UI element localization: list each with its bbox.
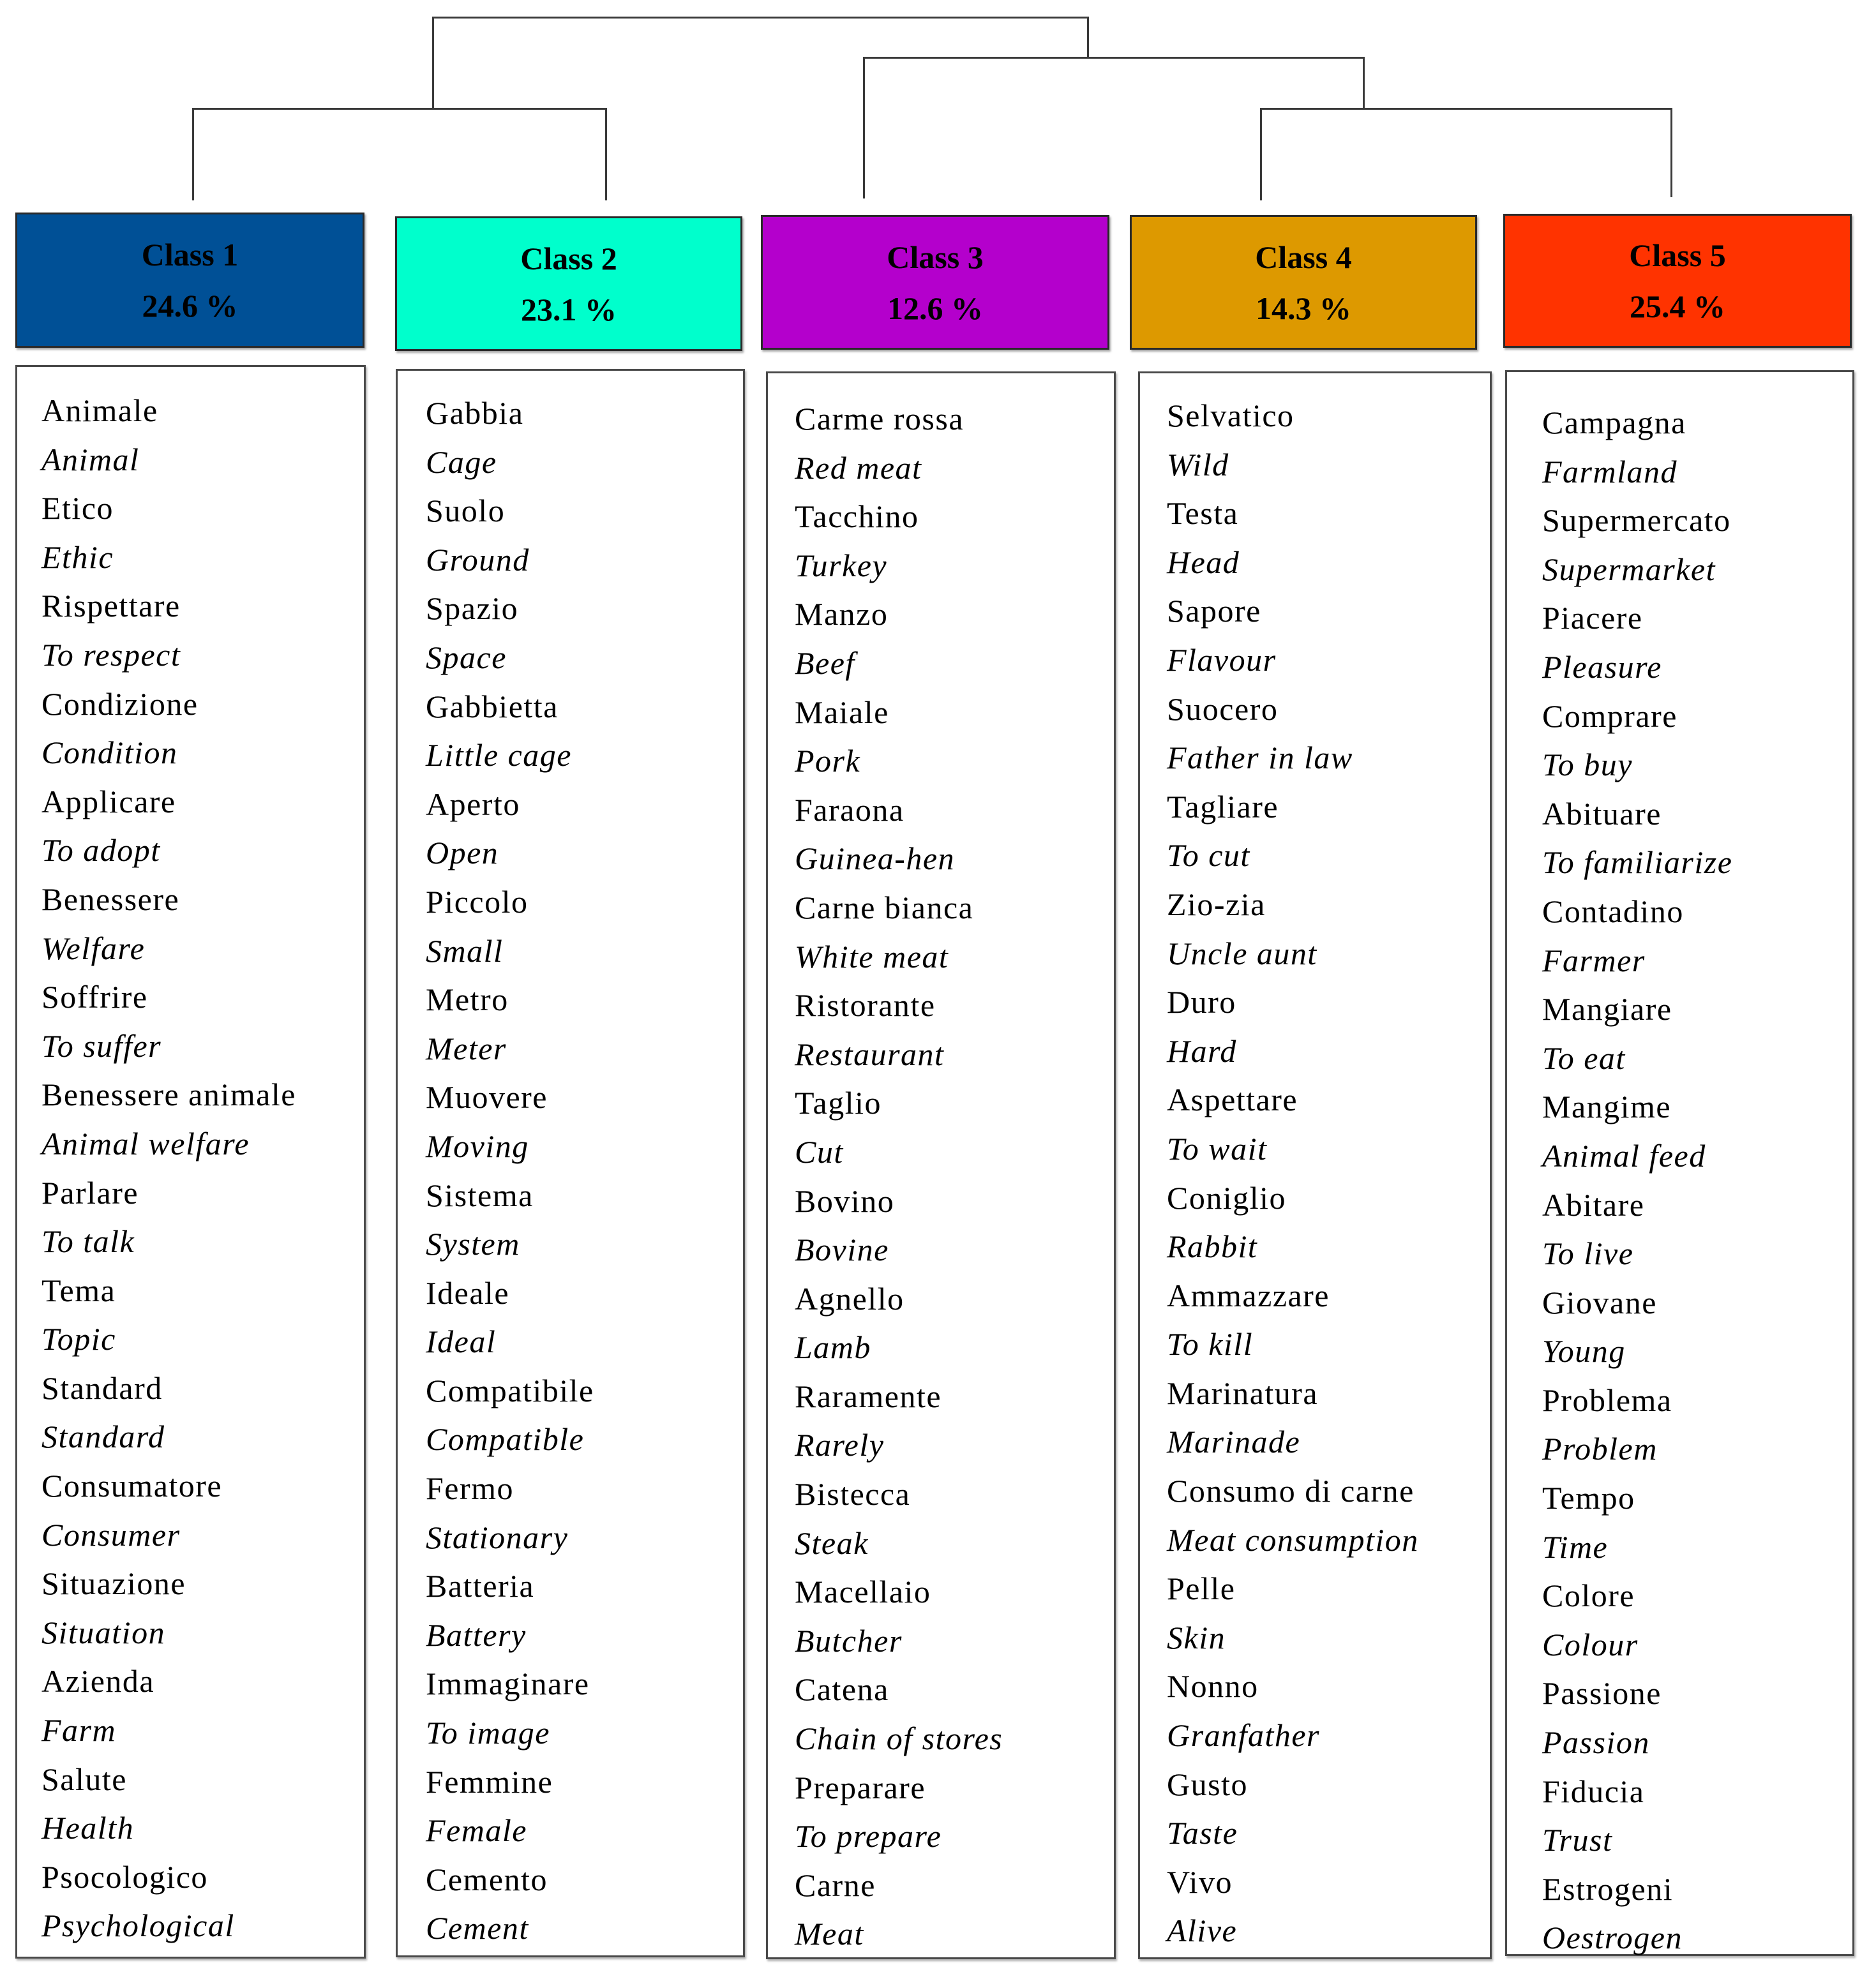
- english-translation: Hard: [1167, 1033, 1237, 1069]
- class-1-words: [17, 386, 364, 1950]
- italian-term: Gusto: [1167, 1766, 1248, 1802]
- dendrogram-class4-drop: [1260, 108, 1262, 200]
- english-translation: Bovine: [795, 1232, 889, 1268]
- english-translation: Animal: [41, 441, 140, 477]
- english-translation: Ethic: [41, 539, 114, 575]
- italian-term: Tagliare: [1167, 788, 1279, 825]
- class-3-title: Class 3: [887, 239, 984, 275]
- italian-term: Fermo: [426, 1470, 514, 1507]
- italian-term: Femmine: [426, 1763, 553, 1800]
- english-translation: Animal welfare: [41, 1125, 250, 1161]
- english-translation: Butcher: [795, 1622, 903, 1659]
- dendrogram-top-right-drop: [1087, 17, 1089, 59]
- english-translation: Father in law: [1167, 740, 1353, 776]
- italian-term: Metro: [426, 982, 509, 1018]
- italian-term: Ristorante: [795, 987, 936, 1024]
- italian-term: Fiducia: [1542, 1773, 1645, 1809]
- italian-term: Etico: [41, 490, 114, 526]
- italian-term: Suolo: [426, 493, 506, 529]
- italian-term: Benessere animale: [41, 1077, 296, 1113]
- dendrogram-class2-drop: [605, 108, 607, 200]
- italian-term: Supermercato: [1542, 502, 1731, 539]
- class-2-header: [395, 216, 742, 351]
- class-3-header: [761, 215, 1109, 350]
- english-translation: Meter: [426, 1030, 507, 1066]
- english-translation: Rarely: [795, 1427, 885, 1463]
- english-translation: Space: [426, 639, 507, 675]
- english-translation: Rabbit: [1167, 1228, 1258, 1265]
- italian-term: Bistecca: [795, 1476, 911, 1512]
- english-translation: Cage: [426, 444, 497, 480]
- english-translation: To familiarize: [1542, 844, 1733, 881]
- class-4-word-list: [1138, 371, 1492, 1959]
- italian-term: Parlare: [41, 1174, 139, 1211]
- class-5-percentage: 25.4 %: [1630, 288, 1725, 324]
- italian-term: Nonno: [1167, 1668, 1259, 1705]
- italian-term: Cemento: [426, 1861, 548, 1897]
- english-translation: To suffer: [41, 1027, 162, 1064]
- italian-term: Sapore: [1167, 593, 1261, 629]
- english-translation: To adopt: [41, 832, 161, 869]
- english-translation: Small: [426, 932, 504, 969]
- italian-term: Mangime: [1542, 1089, 1672, 1125]
- italian-term: Benessere: [41, 881, 180, 917]
- class-4-title: Class 4: [1255, 239, 1352, 275]
- dendrogram-class1-drop: [192, 108, 194, 200]
- italian-term: Estrogeni: [1542, 1871, 1674, 1907]
- italian-term: Applicare: [41, 783, 176, 819]
- dendrogram-class5-drop: [1670, 108, 1672, 197]
- english-translation: Pork: [795, 743, 861, 779]
- dendrogram-class3-45-bar: [863, 57, 1365, 59]
- english-translation: White meat: [795, 938, 949, 975]
- italian-term: Soffrire: [41, 979, 148, 1015]
- class-4-words: [1140, 391, 1490, 1955]
- italian-term: Selvatico: [1167, 398, 1294, 433]
- english-translation: Health: [41, 1810, 135, 1846]
- english-translation: Condition: [41, 735, 178, 771]
- english-translation: Moving: [426, 1128, 529, 1164]
- english-translation: Open: [426, 835, 499, 871]
- italian-term: Zio-zia: [1167, 886, 1266, 922]
- class-2-title: Class 2: [520, 240, 617, 276]
- english-translation: Marinade: [1167, 1424, 1301, 1460]
- italian-term: Ideale: [426, 1274, 510, 1311]
- english-translation: Ideal: [426, 1324, 497, 1360]
- english-translation: To respect: [41, 636, 181, 673]
- italian-term: Pelle: [1167, 1571, 1236, 1607]
- dendrogram-45-drop: [1363, 57, 1365, 109]
- english-translation: Granfather: [1167, 1717, 1320, 1754]
- italian-term: Piacere: [1542, 600, 1643, 636]
- italian-term: Contadino: [1542, 893, 1684, 929]
- italian-term: Catena: [795, 1671, 889, 1708]
- dendrogram-class1-2-bar: [192, 108, 607, 110]
- italian-term: Consumo di carne: [1167, 1473, 1415, 1509]
- english-translation: To talk: [41, 1223, 135, 1260]
- english-translation: Turkey: [795, 547, 888, 583]
- english-translation: Standard: [41, 1419, 165, 1455]
- class-5-header: [1503, 214, 1852, 348]
- italian-term: Consumatore: [41, 1468, 223, 1504]
- english-translation: Head: [1167, 544, 1240, 580]
- english-translation: Guinea-hen: [795, 840, 956, 877]
- english-translation: Taste: [1167, 1815, 1238, 1851]
- english-translation: Meat: [795, 1916, 864, 1952]
- dendrogram-top-bar: [432, 17, 1089, 19]
- class-1-title: Class 1: [141, 237, 239, 273]
- english-translation: Psychological: [41, 1908, 235, 1944]
- english-translation: Flavour: [1167, 641, 1277, 678]
- english-translation: Supermarket: [1542, 551, 1716, 587]
- class-5-word-list: [1505, 370, 1854, 1956]
- italian-term: Immaginare: [426, 1666, 590, 1702]
- italian-term: Abituare: [1542, 795, 1662, 832]
- english-translation: Red meat: [795, 449, 922, 486]
- italian-term: Rispettare: [41, 588, 181, 624]
- italian-term: Situazione: [41, 1565, 186, 1602]
- english-translation: To cut: [1167, 837, 1250, 874]
- italian-term: Faraona: [795, 791, 904, 828]
- italian-term: Giovane: [1542, 1284, 1657, 1320]
- italian-term: Animale: [41, 392, 158, 428]
- italian-term: Macellaio: [795, 1574, 931, 1610]
- english-translation: Alive: [1167, 1913, 1238, 1949]
- italian-term: Sistema: [426, 1177, 534, 1213]
- italian-term: Spazio: [426, 590, 519, 627]
- italian-term: Problema: [1542, 1382, 1672, 1418]
- class-2-percentage: 23.1 %: [521, 291, 617, 327]
- english-translation: System: [426, 1226, 520, 1262]
- english-translation: To wait: [1167, 1130, 1268, 1167]
- english-translation: Colour: [1542, 1626, 1639, 1662]
- class-2-words: [398, 389, 743, 1953]
- english-translation: Compatible: [426, 1421, 585, 1458]
- english-translation: To buy: [1542, 747, 1633, 783]
- class-3-percentage: 12.6 %: [887, 290, 983, 326]
- italian-term: Azienda: [41, 1663, 155, 1699]
- english-translation: Lamb: [795, 1329, 871, 1366]
- english-translation: Situation: [41, 1614, 166, 1650]
- italian-term: Agnello: [795, 1280, 904, 1317]
- english-translation: Battery: [426, 1617, 527, 1653]
- italian-term: Muovere: [426, 1079, 548, 1116]
- italian-term: Tempo: [1542, 1480, 1635, 1516]
- english-translation: Little cage: [426, 737, 572, 773]
- english-translation: Cut: [795, 1133, 844, 1170]
- italian-term: Maiale: [795, 694, 889, 730]
- english-translation: Ground: [426, 541, 530, 578]
- class-4-percentage: 14.3 %: [1256, 290, 1351, 326]
- english-translation: Chain of stores: [795, 1721, 1003, 1757]
- english-translation: Wild: [1167, 446, 1229, 482]
- italian-term: Bovino: [795, 1183, 895, 1219]
- italian-term: Standard: [41, 1370, 163, 1406]
- italian-term: Tacchino: [795, 498, 919, 535]
- english-translation: Farmland: [1542, 453, 1677, 489]
- italian-term: Duro: [1167, 984, 1236, 1020]
- english-translation: Pleasure: [1542, 648, 1662, 685]
- class-1-percentage: 24.6 %: [142, 288, 238, 324]
- italian-term: Marinatura: [1167, 1375, 1319, 1411]
- italian-term: Carne: [795, 1867, 876, 1903]
- english-translation: Cement: [426, 1910, 529, 1946]
- english-translation: Oestrogen: [1542, 1920, 1683, 1956]
- english-translation: To eat: [1542, 1040, 1626, 1076]
- english-translation: Young: [1542, 1333, 1626, 1370]
- italian-term: Preparare: [795, 1769, 926, 1805]
- english-translation: Female: [426, 1812, 527, 1849]
- italian-term: Gabbietta: [426, 688, 559, 724]
- english-translation: Uncle aunt: [1167, 935, 1317, 971]
- english-translation: Consumer: [41, 1516, 181, 1553]
- class-1-word-list: [15, 365, 366, 1959]
- english-translation: Skin: [1167, 1619, 1226, 1655]
- italian-term: Piccolo: [426, 883, 529, 920]
- italian-term: Manzo: [795, 596, 889, 632]
- class-2-word-list: [396, 369, 745, 1957]
- english-translation: To prepare: [795, 1818, 942, 1855]
- english-translation: Welfare: [41, 930, 146, 966]
- class-1-header: [15, 213, 364, 348]
- english-translation: To live: [1542, 1236, 1634, 1272]
- italian-term: Aperto: [426, 786, 520, 822]
- italian-term: Condizione: [41, 685, 199, 722]
- english-translation: Topic: [41, 1321, 116, 1357]
- italian-term: Carne bianca: [795, 889, 974, 925]
- italian-term: Raramente: [795, 1378, 942, 1414]
- class-5-title: Class 5: [1629, 237, 1726, 273]
- english-translation: Restaurant: [795, 1036, 945, 1072]
- english-translation: Trust: [1542, 1822, 1613, 1858]
- italian-term: Salute: [41, 1761, 127, 1797]
- italian-term: Ammazzare: [1167, 1277, 1330, 1313]
- english-translation: Farmer: [1542, 942, 1646, 978]
- italian-term: Compatibile: [426, 1372, 594, 1408]
- italian-term: Taglio: [795, 1085, 882, 1121]
- english-translation: Steak: [795, 1525, 869, 1561]
- english-translation: Stationary: [426, 1519, 569, 1555]
- italian-term: Tema: [41, 1272, 116, 1308]
- english-translation: Animal feed: [1542, 1137, 1706, 1174]
- italian-term: Passione: [1542, 1675, 1662, 1712]
- italian-term: Coniglio: [1167, 1179, 1287, 1216]
- class-3-word-list: [766, 371, 1116, 1959]
- italian-term: Testa: [1167, 495, 1239, 532]
- italian-term: Aspettare: [1167, 1082, 1298, 1118]
- italian-term: Gabbia: [426, 395, 524, 431]
- italian-term: Carme rossa: [795, 401, 964, 437]
- italian-term: Comprare: [1542, 698, 1677, 734]
- english-translation: Meat consumption: [1167, 1521, 1419, 1558]
- italian-term: Vivo: [1167, 1863, 1233, 1900]
- english-translation: Beef: [795, 645, 855, 681]
- english-translation: To image: [426, 1715, 550, 1751]
- italian-term: Mangiare: [1542, 991, 1672, 1027]
- english-translation: Problem: [1542, 1431, 1658, 1467]
- italian-term: Batteria: [426, 1568, 535, 1604]
- dendrogram-class4-5-bar: [1260, 108, 1672, 110]
- dendrogram-top-left-drop: [432, 17, 434, 110]
- class-3-words: [768, 394, 1114, 1959]
- english-translation: Farm: [41, 1712, 117, 1749]
- english-translation: Passion: [1542, 1724, 1650, 1761]
- italian-term: Campagna: [1542, 405, 1686, 440]
- italian-term: Abitare: [1542, 1186, 1645, 1223]
- italian-term: Colore: [1542, 1578, 1635, 1614]
- english-translation: Time: [1542, 1528, 1609, 1565]
- class-4-header: [1130, 215, 1477, 350]
- italian-term: Psocologico: [41, 1858, 208, 1895]
- class-5-words: [1507, 398, 1852, 1962]
- dendrogram-class3-drop: [863, 57, 865, 198]
- english-translation: To kill: [1167, 1326, 1254, 1363]
- italian-term: Suocero: [1167, 691, 1279, 727]
